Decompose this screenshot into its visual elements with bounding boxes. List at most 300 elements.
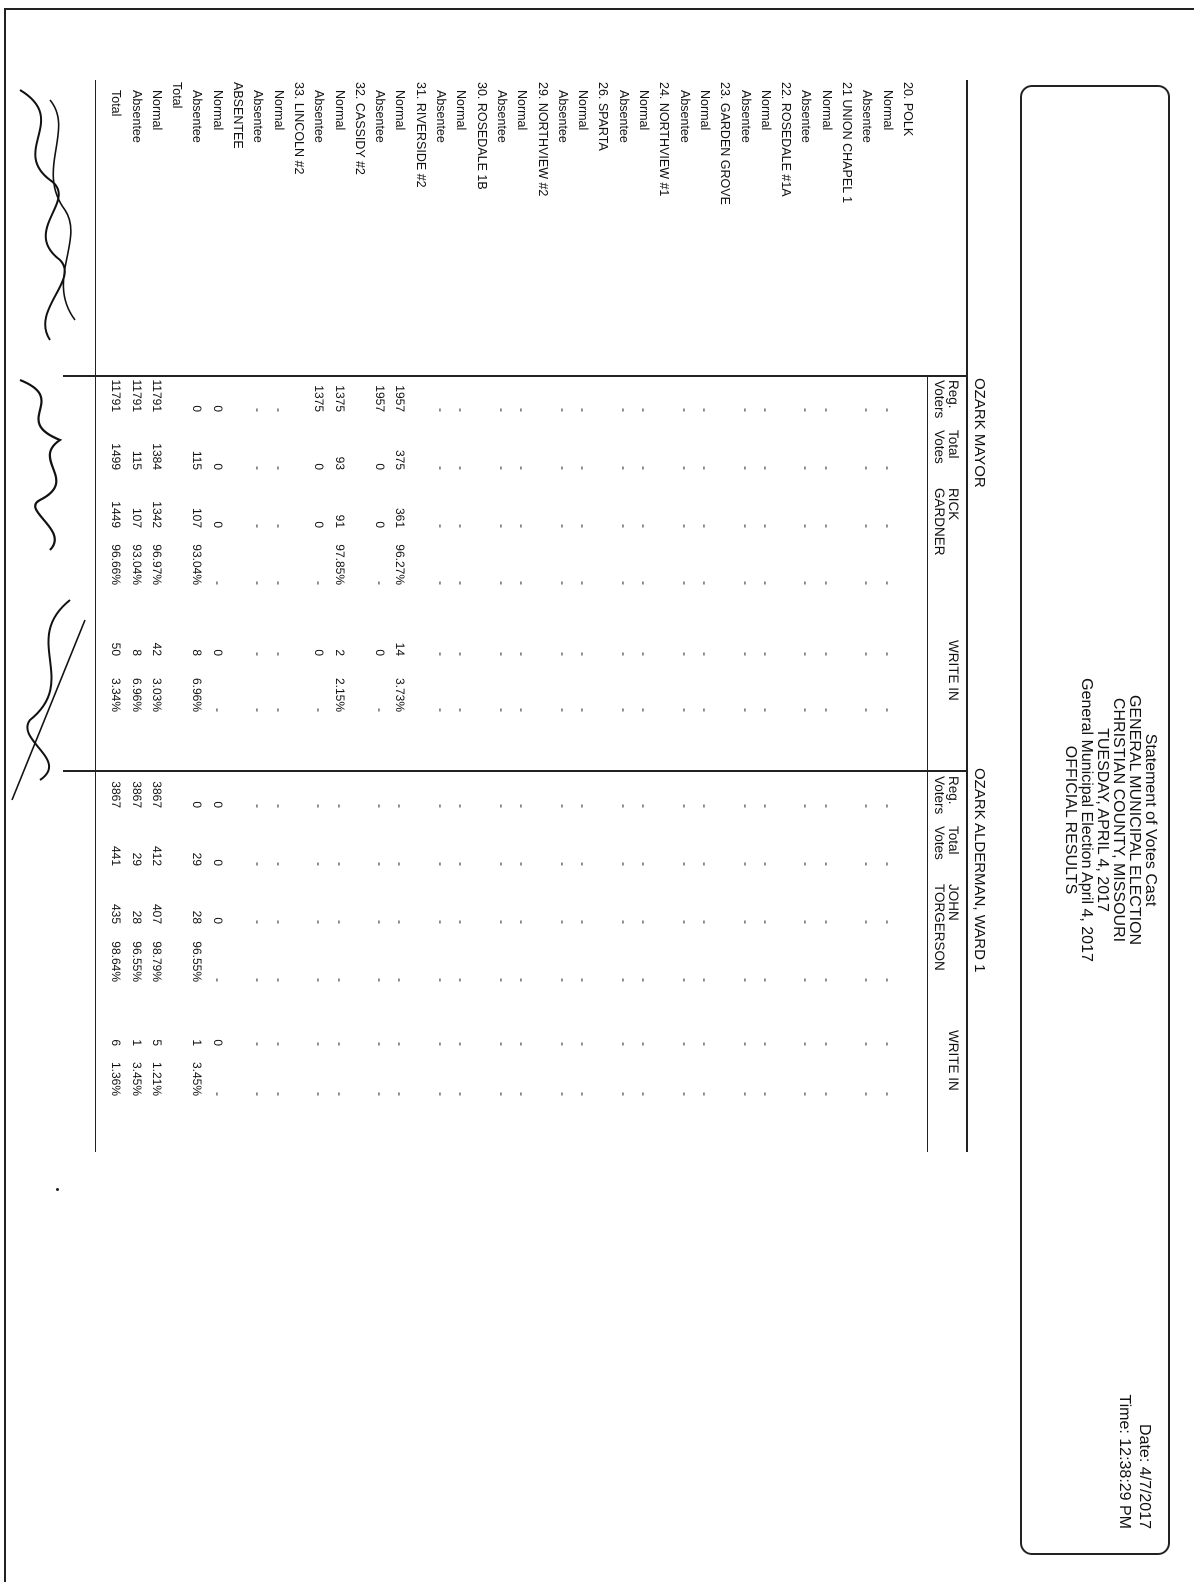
table-cell: - [880,1092,895,1096]
precinct-label: 33. LINCOLN #2 [292,82,306,175]
row-label: Absentee [860,90,875,143]
table-cell: - [434,708,449,712]
col-total-votes: Total Votes [932,430,961,464]
header-rule [966,80,968,1152]
precinct-label: 20. POLK [901,82,915,137]
table-cell: - [758,408,773,412]
precinct-label: 26. SPARTA [596,82,611,151]
table-cell: - [819,1092,834,1096]
table-cell: 1957 [393,385,408,412]
row-label: Absentee [616,90,631,143]
contest-title-mayor: OZARK MAYOR [971,378,988,488]
table-cell: - [637,524,652,528]
row-label: Absentee [495,90,509,143]
table-cell: - [434,804,449,808]
table-cell: 3.45% [190,1061,205,1096]
table-cell: 0 [373,649,388,656]
precinct-label: 32. CASSIDY #2 [352,82,367,175]
table-cell: - [332,1042,347,1046]
table-cell: - [210,978,225,982]
table-cell: - [637,408,652,412]
table-cell: 441 [109,845,124,866]
table-cell: - [434,581,449,585]
row-label: Absentee [555,90,570,143]
table-cell: - [555,1042,570,1046]
table-cell: 1449 [109,501,124,528]
table-cell: - [799,804,814,808]
table-cell: - [373,920,388,924]
table-cell: - [880,581,895,585]
title-line: Statement of Votes Cast [1142,733,1159,907]
table-cell: - [738,978,753,982]
table-cell: 115 [190,450,205,470]
table-cell: - [495,524,509,528]
table-cell: 96.97% [149,544,164,585]
table-cell: - [271,708,286,712]
table-cell: - [434,524,449,528]
table-cell: - [677,466,692,470]
table-cell: 1.21% [149,1061,164,1096]
table-cell: - [738,862,753,866]
table-cell: 0 [312,649,327,656]
table-cell: - [251,1042,266,1046]
table-cell: - [434,1042,449,1046]
table-cell: 11791 [149,379,164,412]
signatures [4,80,90,840]
table-cell: - [495,466,509,470]
table-cell: - [758,920,773,924]
precinct-label: 31. RIVERSIDE #2 [413,82,428,188]
table-cell: 98.79% [149,941,164,982]
col-reg-voters: Reg. Voters [932,380,961,419]
table-cell: 97.85% [332,544,347,585]
table-cell: 98.64% [109,941,124,982]
table-cell: - [555,862,570,866]
precinct-label: 29. NORTHVIEW #2 [535,82,550,197]
table-cell: 107 [129,507,144,528]
table-cell: 14 [393,642,408,656]
table-cell: - [819,524,834,528]
table-cell: 29 [190,852,205,866]
table-cell: - [677,408,692,412]
title-line: OFFICIAL RESULTS [1062,745,1079,895]
table-cell: - [698,652,712,656]
row-label: Absentee [312,90,327,143]
title-line: GENERAL MUNICIPAL ELECTION [1126,694,1143,946]
table-cell: - [312,581,327,585]
table-cell: 11791 [109,379,124,412]
table-cell: 96.27% [393,544,408,585]
report-time: Time: 12:38:29 PM [1116,1394,1133,1529]
table-cell: 3.03% [149,677,164,712]
table-cell: - [819,804,834,808]
table-cell: 2 [332,649,347,656]
table-cell: - [860,652,875,656]
table-cell: - [677,708,692,712]
table-cell: - [819,1042,834,1046]
table-cell: - [312,978,327,982]
table-cell: 96.66% [109,544,124,585]
table-cell: 0 [210,405,225,412]
table-cell: 28 [129,910,144,924]
table-cell: - [210,708,225,712]
table-cell: - [251,978,266,982]
table-cell: 0 [210,801,225,808]
signature-2 [20,380,60,550]
table-cell: 91 [332,514,347,528]
table-cell: - [515,524,530,528]
table-cell: - [515,804,530,808]
table-cell: - [515,466,530,470]
table-cell: - [251,408,266,412]
table-cell: 0 [312,463,327,470]
table-cell: - [860,408,875,412]
table-cell: - [677,920,692,924]
report-header [1020,85,1170,1555]
table-cell: - [454,1092,469,1096]
table-cell: - [271,1092,286,1096]
table-cell: - [251,862,266,866]
row-label: Normal [698,90,712,131]
table-cell: - [616,408,631,412]
table-cell: - [555,466,570,470]
table-cell: - [880,652,895,656]
table-cell: - [332,862,347,866]
table-cell: 1375 [332,385,347,412]
table-cell: 3867 [149,781,164,808]
table-cell: - [271,978,286,982]
table-cell: - [819,862,834,866]
table-cell: - [860,581,875,585]
table-cell: - [799,978,814,982]
table-cell: - [616,804,631,808]
table-cell: - [454,408,469,412]
table-cell: 407 [149,903,164,924]
table-cell: - [555,652,570,656]
table-cell: 1342 [149,501,164,528]
table-cell: 0 [210,521,225,528]
col-write-in: WRITE IN [946,640,961,701]
table-cell: - [373,1092,388,1096]
table-cell: - [758,581,773,585]
table-cell: - [393,862,408,866]
table-cell: - [576,804,591,808]
table-cell: - [880,408,895,412]
table-cell: - [880,862,895,866]
table-cell: - [555,708,570,712]
table-cell: - [616,862,631,866]
table-cell: - [332,804,347,808]
table-cell: - [515,652,530,656]
table-cell: - [454,1042,469,1046]
table-cell: - [576,920,591,924]
table-cell: - [880,1042,895,1046]
table-cell: 0 [312,521,327,528]
table-cell: - [698,581,712,585]
table-cell: - [860,524,875,528]
table-cell: - [758,862,773,866]
table-cell: - [576,862,591,866]
precinct-label: 22. ROSEDALE #1A [779,82,794,197]
table-cell: 0 [190,801,205,808]
table-cell: - [758,466,773,470]
table-cell: - [271,804,286,808]
table-cell: 29 [129,852,144,866]
row-label: Absentee [677,90,692,143]
table-cell: - [576,1092,591,1096]
table-cell: - [434,652,449,656]
row-label: Normal [880,90,895,131]
table-cell: 1 [190,1039,205,1046]
table-cell: 96.55% [190,941,205,982]
table-cell: - [738,1042,753,1046]
table-cell: - [312,1092,327,1096]
table-cell: - [515,581,530,585]
table-cell: - [332,978,347,982]
table-cell: - [495,581,509,585]
table-cell: - [616,466,631,470]
table-cell: - [819,978,834,982]
table-cell: - [515,408,530,412]
table-cell: - [799,466,814,470]
table-cell: - [495,1042,509,1046]
row-label: Normal [271,90,286,131]
table-cell: - [555,920,570,924]
table-cell: - [637,581,652,585]
table-cell: 50 [109,642,124,656]
table-cell: - [758,1092,773,1096]
table-cell: - [495,862,509,866]
table-cell: - [454,652,469,656]
col-candidate: RICK GARDNER [932,488,961,556]
table-cell: - [576,581,591,585]
table-cell: - [251,708,266,712]
table-cell: - [454,978,469,982]
table-cell: - [454,524,469,528]
table-cell: - [393,1042,408,1046]
table-cell: - [515,862,530,866]
row-label: Normal [332,90,347,131]
table-cell: - [373,862,388,866]
table-cell: - [312,920,327,924]
table-cell: 1384 [149,443,164,470]
table-cell: - [515,1042,530,1046]
table-cell: 96.55% [129,941,144,982]
table-cell: - [251,1092,266,1096]
row-label: Absentee [190,90,205,143]
table-cell: - [819,466,834,470]
table-cell: - [677,978,692,982]
precinct-label: 30. ROSEDALE 1B [474,82,489,190]
precinct-label: 21 UNION CHAPEL 1 [840,82,855,204]
table-cell: - [799,862,814,866]
table-cell: - [616,920,631,924]
table-cell: - [555,804,570,808]
table-cell: - [819,708,834,712]
table-cell: 0 [373,463,388,470]
table-cell: 107 [190,507,205,528]
precinct-label: ABSENTEE [231,82,246,149]
table-cell: - [819,920,834,924]
table-cell: - [758,652,773,656]
row-label: Normal [576,90,591,131]
row-label: Normal [454,90,469,131]
table-cell: - [251,524,266,528]
row-label: Normal [210,90,225,131]
table-cell: - [677,862,692,866]
table-cell: 42 [149,642,164,656]
row-label: Normal [393,90,408,131]
row-label: Absentee [738,90,753,143]
table-cell: - [271,1042,286,1046]
table-cell: - [738,920,753,924]
table-cell: - [738,524,753,528]
table-cell: - [495,804,509,808]
precinct-label: 24. NORTHVIEW #1 [657,82,672,197]
table-cell: - [454,920,469,924]
table-cell: - [860,466,875,470]
table-cell: - [373,978,388,982]
table-cell: - [210,1092,225,1096]
table-cell: - [454,466,469,470]
table-cell: - [677,1092,692,1096]
table-cell: - [698,524,712,528]
table-cell: - [880,978,895,982]
table-cell: - [271,524,286,528]
table-cell: - [860,920,875,924]
table-cell: - [555,581,570,585]
table-cell: 8 [129,649,144,656]
table-bottom-rule [95,80,96,1152]
table-cell: - [434,862,449,866]
table-cell: - [799,920,814,924]
table-cell: - [677,652,692,656]
table-cell: - [251,920,266,924]
table-cell: - [677,524,692,528]
table-cell: - [738,581,753,585]
table-cell: - [616,978,631,982]
table-cell: - [393,978,408,982]
table-cell: - [637,466,652,470]
table-cell: - [495,920,509,924]
table-cell: - [576,652,591,656]
table-cell: - [738,708,753,712]
table-cell: - [373,1042,388,1046]
report-date: Date: 4/7/2017 [1136,1424,1153,1529]
table-cell: - [758,978,773,982]
table-cell: 0 [373,521,388,528]
table-cell: - [555,978,570,982]
table-cell: 361 [393,507,408,528]
row-label: Normal [819,90,834,131]
table-cell: - [373,581,388,585]
row-label: Normal [149,90,164,131]
table-cell: - [393,920,408,924]
table-cell: - [495,652,509,656]
table-cell: 3867 [109,781,124,808]
table-cell: - [373,708,388,712]
table-cell: - [637,1092,652,1096]
report-title [1062,87,1158,1553]
table-cell: - [738,1092,753,1096]
col-total-votes: Total Votes [932,826,961,860]
table-cell: - [271,652,286,656]
table-cell: - [880,466,895,470]
table-cell: 5 [149,1039,164,1046]
column-divider [63,375,968,377]
table-cell: - [860,862,875,866]
table-cell: - [515,1092,530,1096]
table-cell: - [738,804,753,808]
table-cell: - [698,804,712,808]
table-cell: - [555,524,570,528]
table-cell: - [312,1042,327,1046]
table-cell: - [454,708,469,712]
table-cell: - [758,1042,773,1046]
table-cell: - [495,1092,509,1096]
table-cell: - [738,466,753,470]
table-cell: 1957 [373,385,388,412]
table-cell: - [698,920,712,924]
table-cell: - [251,652,266,656]
subhead-rule [927,375,928,1152]
table-cell: - [555,408,570,412]
table-cell: 8 [190,649,205,656]
table-cell: - [738,652,753,656]
column-divider [63,770,968,772]
table-cell: - [677,581,692,585]
table-cell: - [637,708,652,712]
table-cell: - [434,920,449,924]
table-cell: 3.73% [393,677,408,712]
table-cell: - [271,920,286,924]
col-write-in: WRITE IN [946,1030,961,1091]
table-cell: 11791 [129,379,144,412]
table-cell: - [495,978,509,982]
table-cell: - [434,408,449,412]
table-cell: 93.04% [129,544,144,585]
table-cell: 6.96% [129,677,144,712]
table-cell: - [312,804,327,808]
col-reg-voters: Reg. Voters [932,776,961,815]
table-cell: - [880,708,895,712]
table-cell: - [860,804,875,808]
table-cell: 2.15% [332,677,347,712]
table-cell: - [271,581,286,585]
table-cell: - [434,466,449,470]
table-cell: - [616,524,631,528]
table-cell: - [434,978,449,982]
table-cell: - [758,524,773,528]
table-cell: - [251,804,266,808]
table-cell: - [434,1092,449,1096]
table-cell: - [616,652,631,656]
precinct-label: Total [170,82,185,109]
table-cell: - [616,708,631,712]
table-cell: - [637,652,652,656]
table-cell: 6.96% [190,677,205,712]
table-cell: 375 [393,449,408,470]
table-cell: - [637,862,652,866]
table-cell: - [373,804,388,808]
table-cell: - [637,1042,652,1046]
table-cell: 1 [129,1039,144,1046]
table-cell: - [860,978,875,982]
table-cell: - [799,652,814,656]
table-cell: - [880,920,895,924]
table-cell: - [616,1092,631,1096]
table-cell: 3.45% [129,1061,144,1096]
